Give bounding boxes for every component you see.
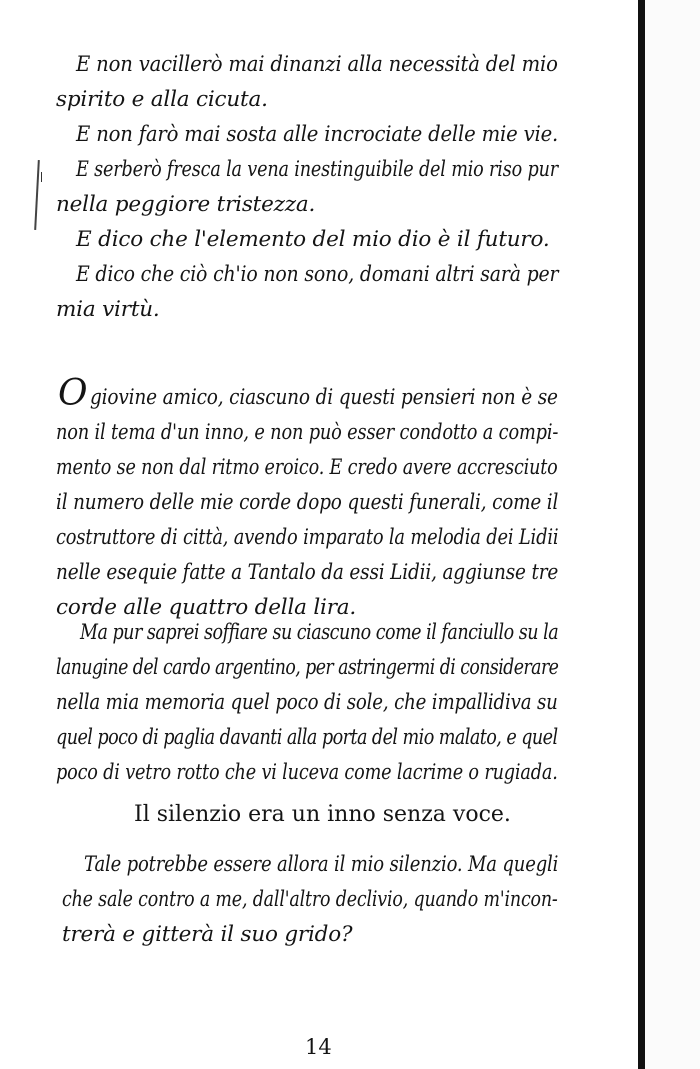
text-line: E non farò mai sosta alle incrociate delle mie vie.	[76, 122, 559, 147]
margin-pencil-mark-small	[41, 172, 42, 182]
centered-verse: Il silenzio era un inno senza voce.	[134, 802, 511, 827]
text-line: quel poco di paglia davanti alla porta del mio malato, e quel	[56, 725, 558, 750]
text-line: che sale contro a me, dall'altro declivio, quando m'incon-	[62, 887, 558, 912]
text-line: E non vacillerò mai dinanzi alla necessità del mio	[76, 52, 558, 77]
text-line: trerà e gitterà il suo grido?	[62, 922, 353, 947]
text-line: Ma pur saprei soffiare su ciascuno come il fanciullo su la	[80, 620, 559, 645]
margin-pencil-mark	[34, 160, 40, 230]
text-line: nella peggiore tristezza.	[56, 192, 316, 217]
drop-cap: O	[58, 373, 88, 414]
text-line: Tale potrebbe essere allora il mio silenzio. Ma quegli	[84, 852, 559, 877]
text-line: poco di vetro rotto che vi luceva come lacrime o rugiada.	[56, 760, 558, 785]
text-line: lanugine del cardo argentino, per astringermi di considerare	[56, 655, 559, 680]
text-line: il numero delle mie corde dopo questi funerali, come il	[56, 490, 559, 515]
text-line: nelle esequie fatte a Tantalo da essi Lidii, aggiunse tre	[56, 560, 559, 585]
page-number: 14	[305, 1035, 332, 1059]
text-line: mento se non dal ritmo eroico. E credo avere accresciuto	[56, 455, 558, 480]
text-line: E serberò fresca la vena inestinguibile del mio riso pur	[76, 157, 558, 182]
text-line: non il tema d'un inno, e non può esser condotto a compi-	[56, 420, 559, 445]
text-line: E dico che l'elemento del mio dio è il futuro.	[76, 227, 550, 252]
text-line: corde alle quattro della lira.	[56, 595, 357, 620]
text-line: E dico che ciò ch'io non sono, domani altri sarà per	[76, 262, 559, 287]
page-edge-shadow	[638, 0, 645, 1069]
text-line: nella mia memoria quel poco di sole, che impallidiva su	[56, 690, 558, 715]
text-line: mia virtù.	[56, 297, 160, 322]
text-line: giovine amico, ciascuno di questi pensieri non è se	[90, 385, 558, 410]
text-line: spirito e alla cicuta.	[56, 87, 268, 112]
text-line: costruttore di città, avendo imparato la melodia dei Lidii	[56, 525, 559, 550]
page-edge-margin	[645, 0, 700, 1069]
